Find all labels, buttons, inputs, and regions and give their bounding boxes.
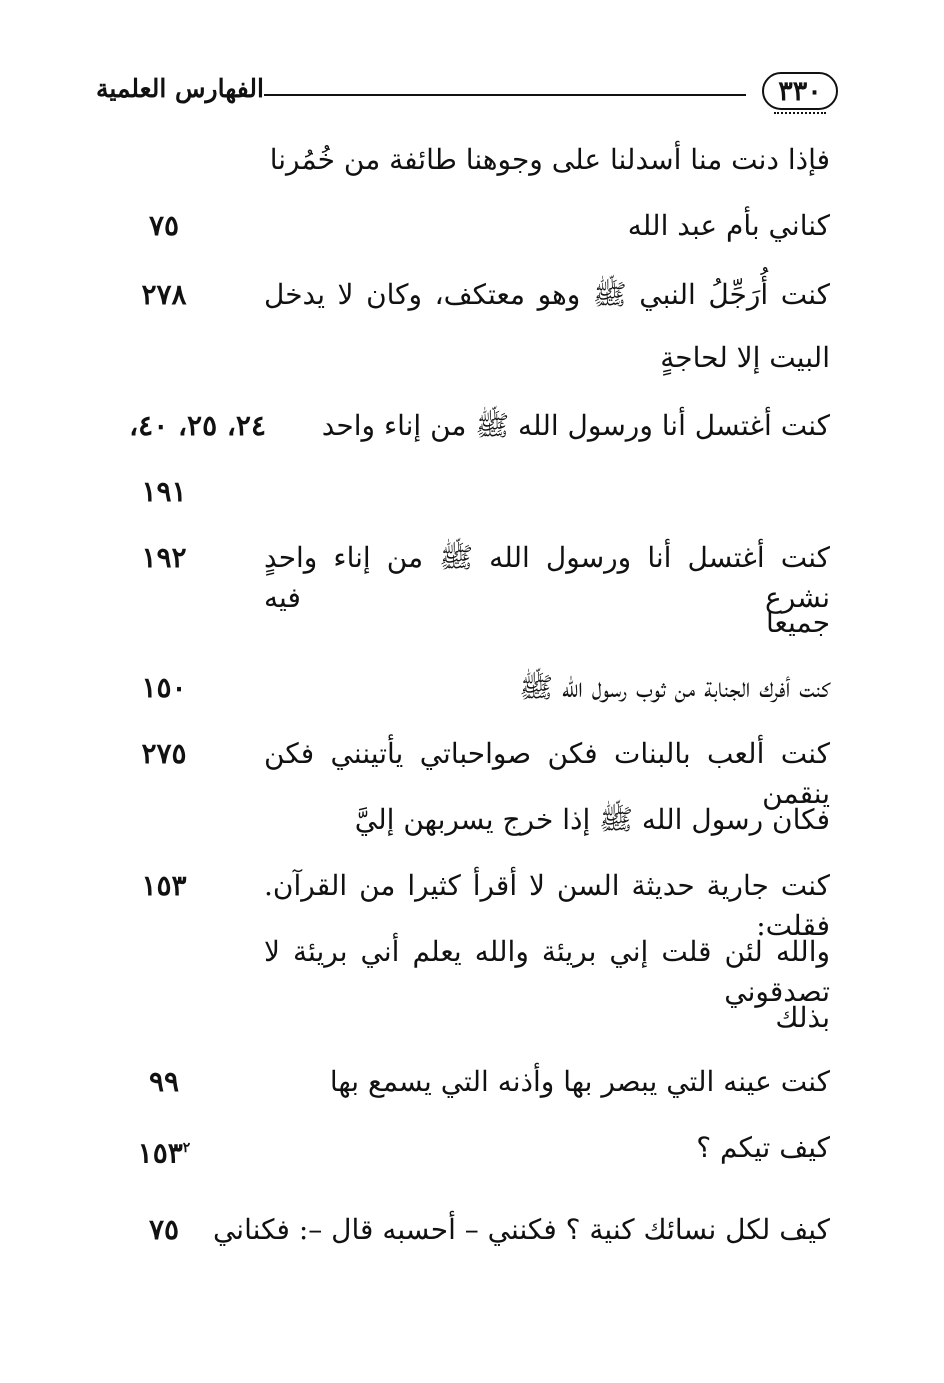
index-entry-line: كنت أغتسل أنا ورسول الله ﷺ من إناء واحدٍ نشرع فيه <box>264 541 830 614</box>
index-entry-line: كيف لكل نسائك كنية ؟ فكنني – أحسبه قال –: فكناني <box>212 1213 830 1246</box>
index-entry-line: كنت جارية حديثة السن لا أقرأ كثيرا من القرآن. فقلت: <box>264 869 830 942</box>
index-entry-line: كنت عينه التي يبصر بها وأذنه التي يسمع بها <box>329 1065 830 1098</box>
page-header <box>96 62 838 120</box>
page-reference-number: ١٥٣ <box>137 1136 183 1170</box>
page-reference <box>124 1128 204 1168</box>
index-entry-line: كيف تيكم ؟ <box>696 1131 830 1164</box>
index-entry-line: كنت أفرك الجنابة من ثوب رسول الله ﷺ <box>519 671 830 704</box>
page-reference-continued: ١٩١ <box>141 475 187 508</box>
index-entry-line: جميعا <box>766 606 830 639</box>
page-reference: ١٥٣ <box>141 869 187 902</box>
page-number: ٣٣٠ <box>762 72 838 110</box>
index-entry-line: فإذا دنت منا أسدلنا على وجوهنا طائفة من خُمُرنا <box>269 143 830 176</box>
page-reference: ٢٤، ٢٥، ٤٠، <box>129 409 266 442</box>
index-entry-line: كنت أغتسل أنا ورسول الله ﷺ من إناء واحد <box>321 409 830 442</box>
page-reference: ٢٧٥ <box>141 737 187 770</box>
page-reference-count: ٢ <box>182 1140 191 1156</box>
page-reference: ٢٧٨ <box>141 278 187 311</box>
index-entry-line: بذلك <box>775 1001 830 1034</box>
page-reference: ٩٩ <box>148 1065 180 1098</box>
index-entry-line: كناني بأم عبد الله <box>627 209 830 242</box>
page-reference: ١٩٢ <box>141 541 187 574</box>
index-entry-line: كنت أُرَجِّلُ النبي ﷺ وهو معتكف، وكان لا يدخل <box>264 278 830 311</box>
page-reference: ٧٥ <box>148 1213 180 1246</box>
index-entry-line: فكان رسول الله ﷺ إذا خرج يسربهن إليَّ <box>354 803 830 836</box>
index-entry-line: البيت إلا لحاجةٍ <box>660 341 830 374</box>
page-reference: ١٥٠ <box>141 671 187 704</box>
header-rule <box>264 94 746 96</box>
page-reference: ٧٥ <box>148 209 180 242</box>
running-title: الفهارس العلمية <box>96 74 264 103</box>
index-entry-line: كنت ألعب بالبنات فكن صواحباتي يأتينني فكن ينقمن <box>264 737 830 810</box>
index-entry-line: والله لئن قلت إني بريئة والله يعلم أني بريئة لا تصدقوني <box>264 935 830 1008</box>
